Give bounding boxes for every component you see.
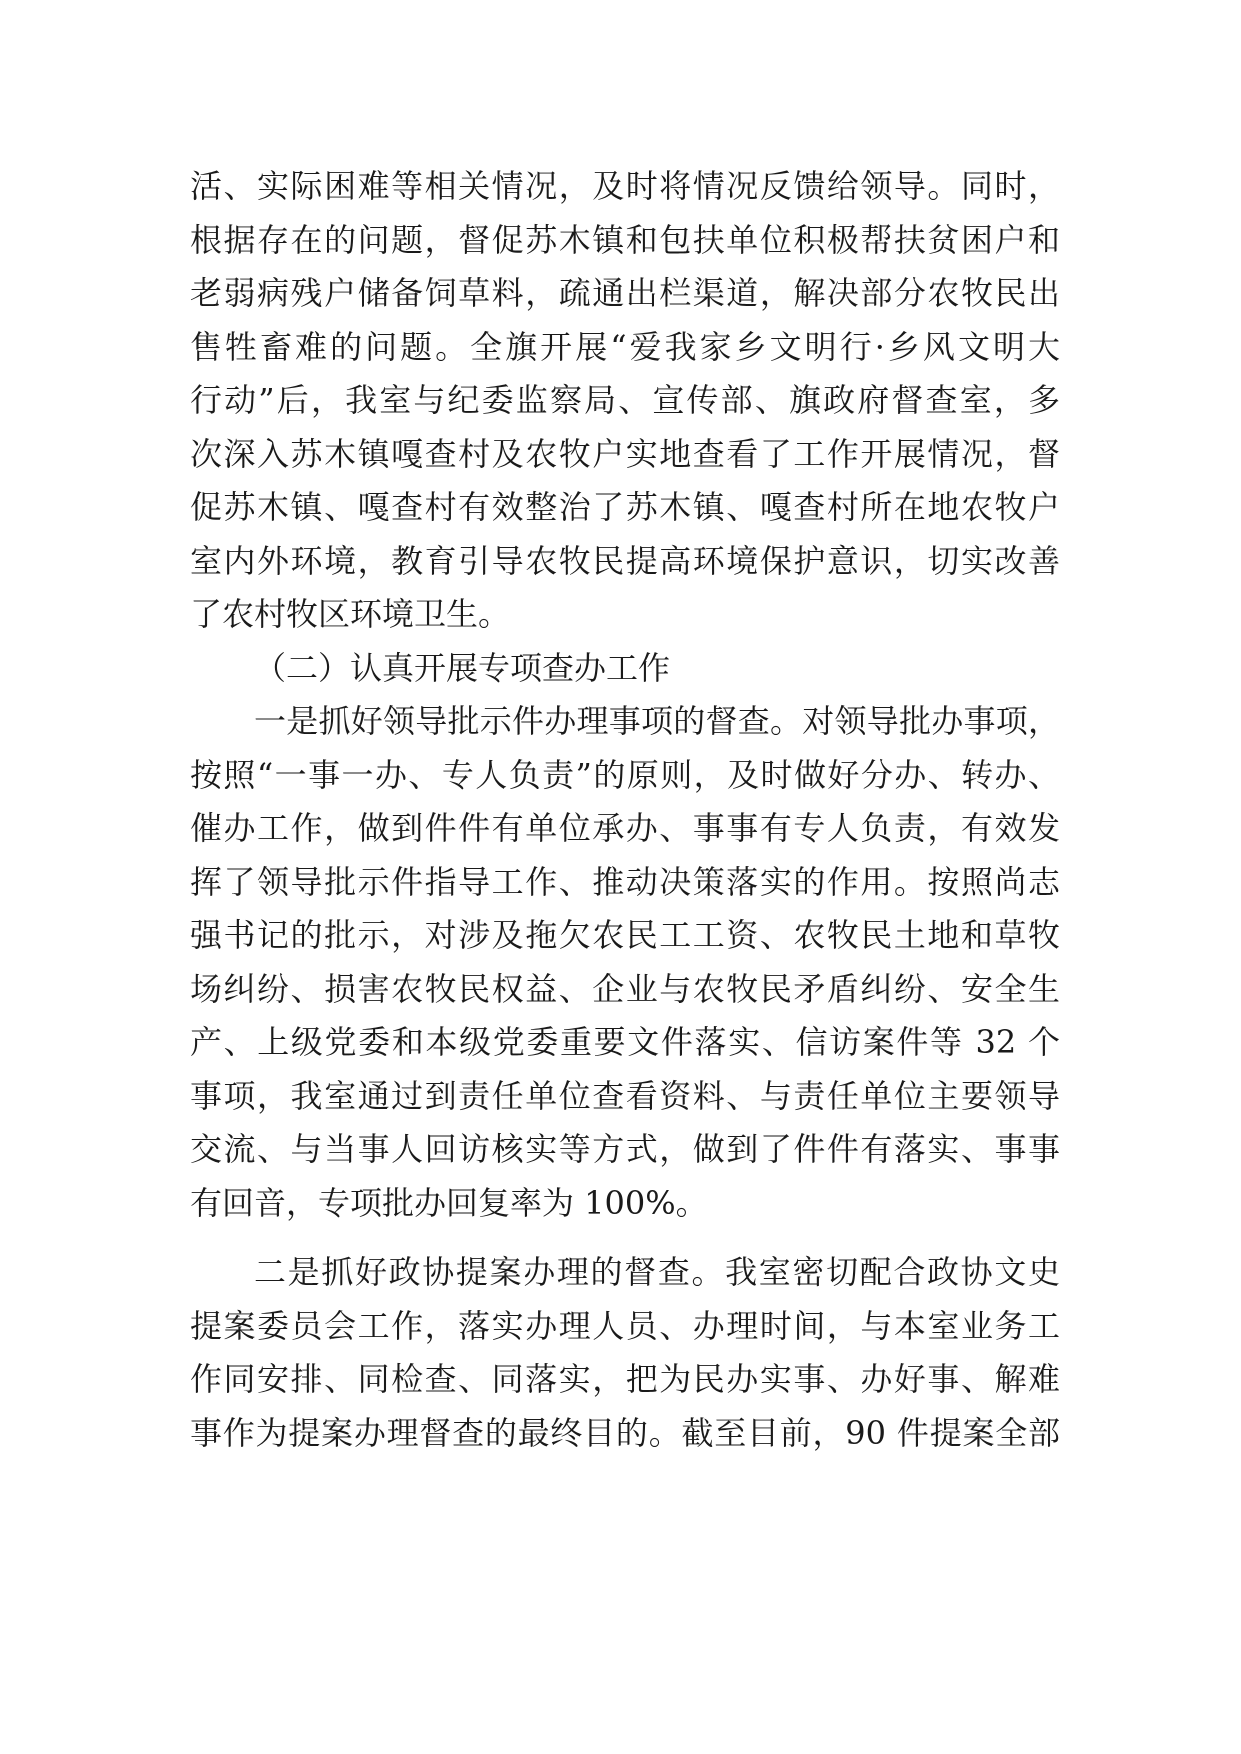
document-body xyxy=(190,160,1060,1460)
paragraph-line: 作同安排、同检查、同落实，把为民办实事、办好事、解难 xyxy=(190,1360,1060,1398)
paragraph-line: 催办工作，做到件件有单位承办、事事有专人负责，有效发 xyxy=(190,809,1060,847)
paragraph-line: 二是抓好政协提案办理的督查。我室密切配合政协文史 xyxy=(254,1253,1060,1291)
paragraph-line: 行动”后，我室与纪委监察局、宣传部、旗政府督查室，多 xyxy=(190,381,1060,419)
paragraph-line: 交流、与当事人回访核实等方式，做到了件件有落实、事事 xyxy=(190,1130,1060,1168)
paragraph-line: 次深入苏木镇嘎查村及农牧户实地查看了工作开展情况，督 xyxy=(190,434,1060,473)
paragraph-line: 场纠纷、损害农牧民权益、企业与农牧民矛盾纠纷、安全生 xyxy=(190,969,1060,1008)
section-heading: （二）认真开展专项查办工作 xyxy=(254,648,671,687)
paragraph-line: 事项，我室通过到责任单位查看资料、与责任单位主要领导 xyxy=(190,1076,1060,1115)
paragraph-line: 室内外环境，教育引导农牧民提高环境保护意识，切实改善 xyxy=(190,541,1060,580)
paragraph-line: 产、上级党委和本级党委重要文件落实、信访案件等 32 个 xyxy=(190,1023,1060,1061)
paragraph-line: 售牲畜难的问题。全旗开展“爱我家乡文明行·乡风文明大 xyxy=(190,327,1060,366)
paragraph-line: 根据存在的问题，督促苏木镇和包扶单位积极帮扶贫困户和 xyxy=(190,220,1060,259)
paragraph-line: 一是抓好领导批示件办理事项的督查。对领导批办事项， xyxy=(254,702,1060,740)
paragraph-line: 按照“一事一办、专人负责”的原则，及时做好分办、转办、 xyxy=(190,755,1060,794)
paragraph-line: 事作为提案办理督查的最终目的。截至目前，90 件提案全部 xyxy=(190,1413,1060,1452)
paragraph-line: 提案委员会工作，落实办理人员、办理时间，与本室业务工 xyxy=(190,1306,1060,1345)
paragraph-line: 活、实际困难等相关情况，及时将情况反馈给领导。同时， xyxy=(190,167,1060,205)
paragraph-gap xyxy=(190,1230,1060,1246)
paragraph-line: 促苏木镇、嘎查村有效整治了苏木镇、嘎查村所在地农牧户 xyxy=(190,488,1060,526)
paragraph-line: 强书记的批示，对涉及拖欠农民工工资、农牧民土地和草牧 xyxy=(190,916,1060,954)
paragraph-line: 老弱病残户储备饲草料，疏通出栏渠道，解决部分农牧民出 xyxy=(190,274,1060,312)
paragraph-line: 挥了领导批示件指导工作、推动决策落实的作用。按照尚志 xyxy=(190,862,1060,901)
paragraph-line: 了农村牧区环境卫生。 xyxy=(190,595,511,633)
paragraph-line: 有回音，专项批办回复率为 100%。 xyxy=(190,1183,708,1222)
